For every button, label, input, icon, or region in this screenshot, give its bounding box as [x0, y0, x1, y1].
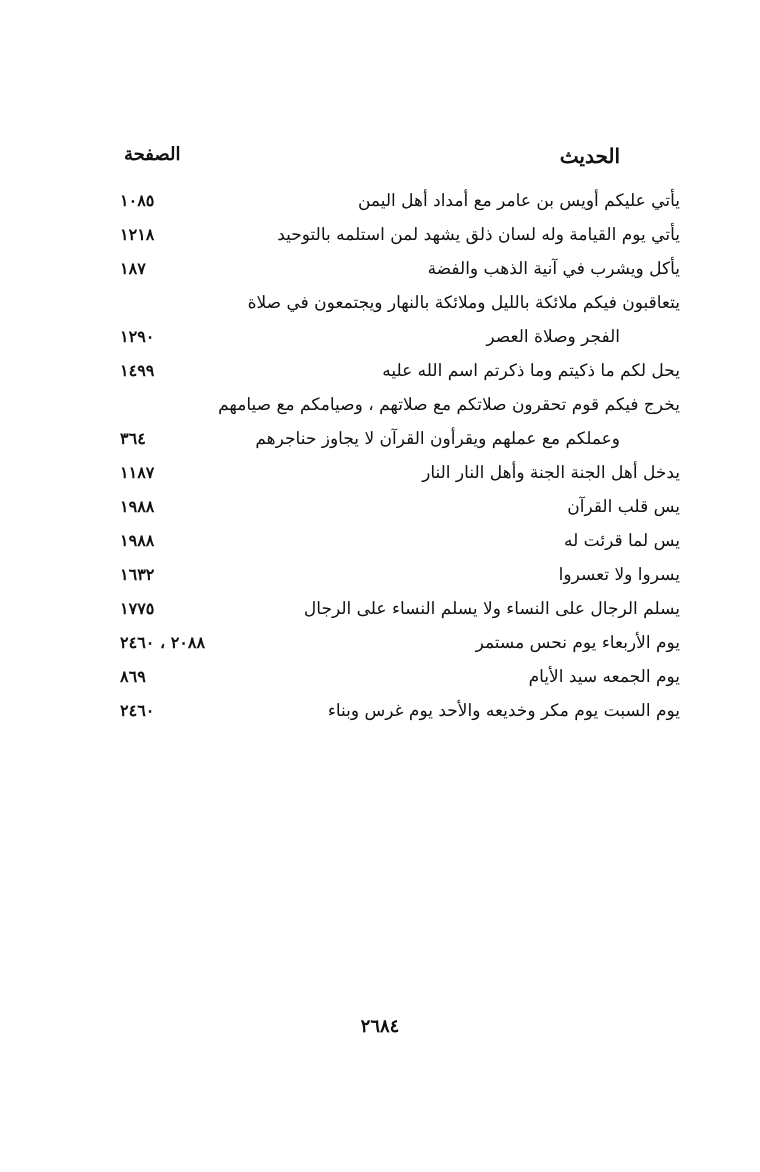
list-item: [100, 354, 680, 388]
hadith-text: يدخل أهل الجنة الجنة وأهل النار النار: [422, 463, 680, 483]
list-item: [100, 558, 680, 592]
hadith-text: يأكل ويشرب في آنية الذهب والفضة: [427, 259, 680, 279]
page-reference: ١٠٨٥: [120, 191, 155, 210]
page-reference: ٨٦٩: [120, 667, 146, 686]
page-reference: ١٨٧: [120, 259, 146, 278]
page-number: ٢٦٨٤: [360, 1016, 400, 1037]
list-item: [100, 660, 680, 694]
list-item: [100, 388, 680, 456]
hadith-column-heading: الحديث: [559, 144, 620, 168]
list-item: [100, 524, 680, 558]
page-reference: ٢٠٨٨ ، ٢٤٦٠: [120, 633, 206, 652]
hadith-text-continuation: الفجر وصلاة العصر: [486, 327, 620, 347]
hadith-text: يتعاقبون فيكم ملائكة بالليل وملائكة بالنهار ويجتمعون في صلاة: [247, 293, 680, 313]
list-item: [100, 592, 680, 626]
list-item: [100, 456, 680, 490]
hadith-text: يحل لكم ما ذكيتم وما ذكرتم اسم الله عليه: [382, 361, 680, 381]
list-item: [100, 626, 680, 660]
hadith-text-continuation: وعملكم مع عملهم ويقرأون القرآن لا يجاوز حناجرهم: [255, 429, 620, 449]
hadith-text: يس قلب القرآن: [567, 497, 680, 517]
hadith-text: يس لما قرئت له: [563, 531, 680, 551]
page-reference: ١٩٨٨: [120, 497, 155, 516]
hadith-text: يأتي عليكم أويس بن عامر مع أمداد أهل اليمن: [357, 191, 680, 211]
list-item: [100, 490, 680, 524]
column-header: [110, 144, 620, 174]
page-reference: ٢٤٦٠: [120, 701, 155, 720]
hadith-text: يوم السبت يوم مكر وخديعه والأحد يوم غرس وبناء: [327, 701, 680, 721]
hadith-text: يوم الأربعاء يوم نحس مستمر: [475, 633, 680, 653]
hadith-text: يوم الجمعه سيد الأيام: [528, 667, 680, 687]
list-item: [100, 184, 680, 218]
hadith-text: يأتي يوم القيامة وله لسان ذلق يشهد لمن استلمه بالتوحيد: [277, 225, 680, 245]
list-item: [100, 286, 680, 354]
hadith-text: يسلم الرجال على النساء ولا يسلم النساء على الرجال: [303, 599, 680, 619]
page-reference: ١١٨٧: [120, 463, 155, 482]
hadith-index-list: [100, 184, 680, 728]
page-reference: ١٤٩٩: [120, 361, 155, 380]
page-reference: ١٩٨٨: [120, 531, 155, 550]
page-reference: ١٦٣٢: [120, 565, 155, 584]
page-column-heading: الصفحة: [124, 144, 181, 165]
hadith-text: يخرج فيكم قوم تحقرون صلاتكم مع صلاتهم ، وصيامكم مع صيامهم: [218, 395, 680, 415]
page-reference: ١٢٩٠: [120, 327, 155, 346]
list-item: [100, 694, 680, 728]
hadith-text: يسروا ولا تعسروا: [558, 565, 680, 585]
list-item: [100, 252, 680, 286]
page-reference: ١٢١٨: [120, 225, 155, 244]
page-reference: ١٧٧٥: [120, 599, 155, 618]
page-reference: ٣٦٤: [120, 429, 146, 448]
list-item: [100, 218, 680, 252]
